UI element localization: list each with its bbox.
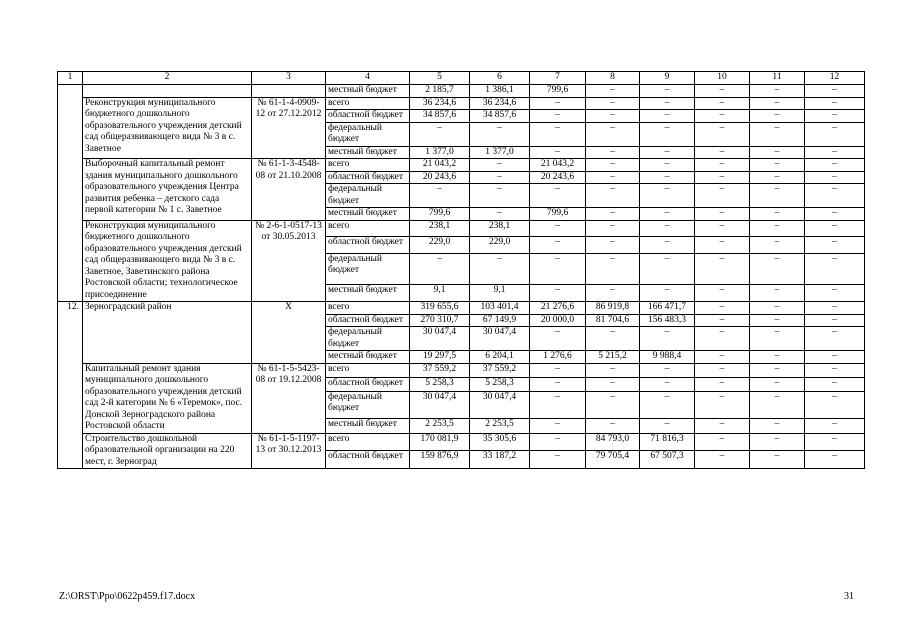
value-cell-col-5: –: [410, 253, 470, 285]
value-cell-col-8: –: [586, 327, 640, 351]
value-cell-col-7: –: [530, 146, 586, 159]
table-row: [58, 97, 865, 110]
funding-source-cell: местный бюджет: [326, 285, 410, 302]
value-cell-col-11: –: [750, 159, 805, 172]
value-cell-col-5: 20 243,6: [410, 171, 470, 184]
value-cell-col-6: 33 187,2: [470, 451, 530, 469]
value-cell-col-10: –: [695, 285, 750, 302]
value-cell-col-6: 67 149,9: [470, 314, 530, 327]
object-name-cell: [83, 85, 252, 98]
value-cell-col-12: –: [805, 208, 865, 221]
value-cell-col-10: –: [695, 122, 750, 146]
value-cell-col-12: –: [805, 85, 865, 98]
value-cell-col-10: –: [695, 171, 750, 184]
value-cell-col-7: –: [530, 285, 586, 302]
table-row: [58, 363, 865, 377]
value-cell-col-11: –: [750, 351, 805, 364]
value-cell-col-9: –: [640, 146, 695, 159]
value-cell-col-11: –: [750, 184, 805, 208]
value-cell-col-10: –: [695, 419, 750, 433]
value-cell-col-7: –: [530, 451, 586, 469]
value-cell-col-7: –: [530, 433, 586, 451]
value-cell-col-12: –: [805, 363, 865, 377]
value-cell-col-11: –: [750, 391, 805, 418]
value-cell-col-6: 30 047,4: [470, 391, 530, 418]
value-cell-col-12: –: [805, 351, 865, 364]
value-cell-col-6: 37 559,2: [470, 363, 530, 377]
value-cell-col-9: –: [640, 184, 695, 208]
value-cell-col-6: 6 204,1: [470, 351, 530, 364]
funding-source-cell: областной бюджет: [326, 314, 410, 327]
value-cell-col-11: –: [750, 314, 805, 327]
funding-source-cell: местный бюджет: [326, 85, 410, 98]
column-header-4: 4: [326, 72, 410, 85]
value-cell-col-8: –: [586, 146, 640, 159]
value-cell-col-5: 2 185,7: [410, 85, 470, 98]
object-name-cell: Выборочный капитальный ремонт здания муниципального дошкольного образовательного учреждения Центра развития ребенка – детского сада первой категории № 1 с. Заветное: [83, 159, 252, 221]
value-cell-col-10: –: [695, 391, 750, 418]
object-name-cell: Реконструкция муниципального бюджетного дошкольного образовательного учреждения детский сад общеразвивающего вида № 3 в с. Заветное, Заветинского района Ростовской области; технологическое присоединение: [83, 220, 252, 302]
value-cell-col-7: 20 243,6: [530, 171, 586, 184]
value-cell-col-5: 229,0: [410, 237, 470, 254]
value-cell-col-5: –: [410, 122, 470, 146]
value-cell-col-7: 1 276,6: [530, 351, 586, 364]
funding-source-cell: областной бюджет: [326, 451, 410, 469]
value-cell-col-9: –: [640, 253, 695, 285]
value-cell-col-5: 34 857,6: [410, 110, 470, 123]
value-cell-col-9: –: [640, 363, 695, 377]
value-cell-col-9: –: [640, 208, 695, 221]
funding-source-cell: всего: [326, 363, 410, 377]
value-cell-col-10: –: [695, 97, 750, 110]
value-cell-col-12: –: [805, 122, 865, 146]
value-cell-col-12: –: [805, 302, 865, 315]
value-cell-col-8: –: [586, 285, 640, 302]
value-cell-col-10: –: [695, 184, 750, 208]
column-header-5: 5: [410, 72, 470, 85]
district-name-cell: Зерноградский район: [83, 302, 252, 364]
funding-source-cell: федеральный бюджет: [326, 327, 410, 351]
value-cell-col-11: –: [750, 122, 805, 146]
funding-source-cell: областной бюджет: [326, 171, 410, 184]
value-cell-col-8: 84 793,0: [586, 433, 640, 451]
row-number-cell: 12.: [58, 302, 83, 469]
header-row: [58, 72, 865, 85]
value-cell-col-5: 30 047,4: [410, 327, 470, 351]
value-cell-col-10: –: [695, 85, 750, 98]
value-cell-col-6: 5 258,3: [470, 377, 530, 391]
value-cell-col-5: 36 234,6: [410, 97, 470, 110]
value-cell-col-9: –: [640, 419, 695, 433]
value-cell-col-6: 9,1: [470, 285, 530, 302]
value-cell-col-11: –: [750, 110, 805, 123]
value-cell-col-9: –: [640, 122, 695, 146]
value-cell-col-8: –: [586, 220, 640, 237]
column-header-9: 9: [640, 72, 695, 85]
funding-source-cell: местный бюджет: [326, 419, 410, 433]
value-cell-col-5: 2 253,5: [410, 419, 470, 433]
value-cell-col-7: –: [530, 110, 586, 123]
value-cell-col-11: –: [750, 171, 805, 184]
table-row: [58, 159, 865, 172]
value-cell-col-11: –: [750, 85, 805, 98]
value-cell-col-7: –: [530, 237, 586, 254]
value-cell-col-8: –: [586, 171, 640, 184]
value-cell-col-10: –: [695, 302, 750, 315]
value-cell-col-5: 170 081,9: [410, 433, 470, 451]
document-cell: № 61-1-5-1197-13 от 30.12.2013: [252, 433, 326, 469]
value-cell-col-8: –: [586, 377, 640, 391]
value-cell-col-10: –: [695, 110, 750, 123]
value-cell-col-7: 20 000,0: [530, 314, 586, 327]
value-cell-col-11: –: [750, 419, 805, 433]
value-cell-col-9: 166 471,7: [640, 302, 695, 315]
value-cell-col-11: –: [750, 302, 805, 315]
value-cell-col-9: –: [640, 97, 695, 110]
value-cell-col-6: –: [470, 208, 530, 221]
value-cell-col-6: 30 047,4: [470, 327, 530, 351]
value-cell-col-11: –: [750, 208, 805, 221]
object-name-cell: Реконструкция муниципального бюджетного дошкольного образовательного учреждения детский сад общеразвивающего вида № 3 в с. Заветное: [83, 97, 252, 159]
document-cell: № 2-6-1-0517-13 от 30.05.2013: [252, 220, 326, 302]
value-cell-col-11: –: [750, 253, 805, 285]
value-cell-col-9: –: [640, 327, 695, 351]
value-cell-col-6: 103 401,4: [470, 302, 530, 315]
value-cell-col-6: –: [470, 122, 530, 146]
funding-source-cell: областной бюджет: [326, 377, 410, 391]
table-body: [58, 72, 865, 469]
value-cell-col-8: 79 705,4: [586, 451, 640, 469]
value-cell-col-7: –: [530, 97, 586, 110]
page-number: 31: [844, 591, 854, 602]
value-cell-col-11: –: [750, 237, 805, 254]
column-header-12: 12: [805, 72, 865, 85]
value-cell-col-10: –: [695, 159, 750, 172]
value-cell-col-12: –: [805, 184, 865, 208]
funding-source-cell: местный бюджет: [326, 351, 410, 364]
value-cell-col-9: –: [640, 171, 695, 184]
value-cell-col-5: 21 043,2: [410, 159, 470, 172]
value-cell-col-12: –: [805, 285, 865, 302]
value-cell-col-12: –: [805, 451, 865, 469]
value-cell-col-10: –: [695, 451, 750, 469]
value-cell-col-12: –: [805, 314, 865, 327]
value-cell-col-5: 37 559,2: [410, 363, 470, 377]
value-cell-col-11: –: [750, 327, 805, 351]
value-cell-col-7: 21 043,2: [530, 159, 586, 172]
funding-source-cell: федеральный бюджет: [326, 253, 410, 285]
value-cell-col-7: –: [530, 377, 586, 391]
value-cell-col-9: –: [640, 237, 695, 254]
value-cell-col-9: 9 988,4: [640, 351, 695, 364]
value-cell-col-11: –: [750, 97, 805, 110]
funding-source-cell: областной бюджет: [326, 237, 410, 254]
document-cell: № 61-1-5-5423-08 от 19.12.2008: [252, 363, 326, 433]
table-row: [58, 85, 865, 98]
column-header-2: 2: [83, 72, 252, 85]
value-cell-col-7: –: [530, 327, 586, 351]
column-header-10: 10: [695, 72, 750, 85]
value-cell-col-7: –: [530, 363, 586, 377]
value-cell-col-10: –: [695, 327, 750, 351]
value-cell-col-10: –: [695, 351, 750, 364]
value-cell-col-9: –: [640, 110, 695, 123]
funding-source-cell: всего: [326, 97, 410, 110]
value-cell-col-7: –: [530, 184, 586, 208]
value-cell-col-7: –: [530, 391, 586, 418]
value-cell-col-10: –: [695, 314, 750, 327]
value-cell-col-10: –: [695, 237, 750, 254]
column-header-1: 1: [58, 72, 83, 85]
value-cell-col-9: –: [640, 391, 695, 418]
value-cell-col-8: –: [586, 122, 640, 146]
row-number-cell: [58, 85, 83, 302]
value-cell-col-9: –: [640, 285, 695, 302]
value-cell-col-5: 5 258,3: [410, 377, 470, 391]
value-cell-col-6: 238,1: [470, 220, 530, 237]
value-cell-col-10: –: [695, 208, 750, 221]
object-name-cell: Строительство дошкольной образовательной организации на 220 мест, г. Зерноград: [83, 433, 252, 469]
document-cell: № 61-1-3-4548-08 от 21.10.2008: [252, 159, 326, 221]
footer-file-path: Z:\ORST\Ppo\0622p459.f17.docx: [59, 591, 196, 602]
funding-source-cell: всего: [326, 220, 410, 237]
value-cell-col-5: 30 047,4: [410, 391, 470, 418]
value-cell-col-8: –: [586, 253, 640, 285]
value-cell-col-7: –: [530, 122, 586, 146]
value-cell-col-6: –: [470, 253, 530, 285]
value-cell-col-12: –: [805, 171, 865, 184]
funding-source-cell: всего: [326, 159, 410, 172]
value-cell-col-5: 319 655,6: [410, 302, 470, 315]
value-cell-col-8: –: [586, 97, 640, 110]
value-cell-col-8: 81 704,6: [586, 314, 640, 327]
value-cell-col-8: 86 919,8: [586, 302, 640, 315]
value-cell-col-8: –: [586, 159, 640, 172]
value-cell-col-10: –: [695, 363, 750, 377]
column-header-6: 6: [470, 72, 530, 85]
value-cell-col-6: –: [470, 159, 530, 172]
funding-source-cell: всего: [326, 302, 410, 315]
value-cell-col-7: 21 276,6: [530, 302, 586, 315]
funding-source-cell: федеральный бюджет: [326, 184, 410, 208]
value-cell-col-12: –: [805, 419, 865, 433]
value-cell-col-5: 799,6: [410, 208, 470, 221]
value-cell-col-11: –: [750, 285, 805, 302]
budget-table: [57, 71, 865, 469]
value-cell-col-6: 2 253,5: [470, 419, 530, 433]
value-cell-col-5: 270 310,7: [410, 314, 470, 327]
object-name-cell: Капитальный ремонт здания муниципального дошкольного образовательного учреждения детский сад 2-й категории № 6 «Теремок», пос. Донской Зерноградского района Ростовской области: [83, 363, 252, 433]
value-cell-col-6: –: [470, 184, 530, 208]
value-cell-col-11: –: [750, 363, 805, 377]
value-cell-col-10: –: [695, 220, 750, 237]
value-cell-col-9: –: [640, 85, 695, 98]
value-cell-col-8: –: [586, 208, 640, 221]
value-cell-col-7: –: [530, 253, 586, 285]
funding-source-cell: областной бюджет: [326, 110, 410, 123]
table-row: [58, 220, 865, 237]
value-cell-col-6: 229,0: [470, 237, 530, 254]
value-cell-col-11: –: [750, 146, 805, 159]
value-cell-col-7: –: [530, 419, 586, 433]
table-row: [58, 302, 865, 315]
value-cell-col-10: –: [695, 146, 750, 159]
funding-source-cell: всего: [326, 433, 410, 451]
value-cell-col-9: 156 483,3: [640, 314, 695, 327]
value-cell-col-6: –: [470, 171, 530, 184]
value-cell-col-10: –: [695, 253, 750, 285]
value-cell-col-11: –: [750, 451, 805, 469]
value-cell-col-9: 71 816,3: [640, 433, 695, 451]
value-cell-col-8: –: [586, 184, 640, 208]
value-cell-col-6: 1 386,1: [470, 85, 530, 98]
value-cell-col-11: –: [750, 433, 805, 451]
value-cell-col-12: –: [805, 327, 865, 351]
document-cell: Х: [252, 302, 326, 364]
value-cell-col-8: –: [586, 419, 640, 433]
value-cell-col-5: 9,1: [410, 285, 470, 302]
value-cell-col-6: 34 857,6: [470, 110, 530, 123]
column-header-7: 7: [530, 72, 586, 85]
value-cell-col-6: 35 305,6: [470, 433, 530, 451]
value-cell-col-8: –: [586, 85, 640, 98]
value-cell-col-9: –: [640, 220, 695, 237]
value-cell-col-5: 1 377,0: [410, 146, 470, 159]
value-cell-col-12: –: [805, 110, 865, 123]
funding-source-cell: федеральный бюджет: [326, 391, 410, 418]
value-cell-col-8: –: [586, 391, 640, 418]
value-cell-col-7: 799,6: [530, 208, 586, 221]
value-cell-col-12: –: [805, 433, 865, 451]
value-cell-col-6: 1 377,0: [470, 146, 530, 159]
value-cell-col-11: –: [750, 377, 805, 391]
value-cell-col-5: 19 297,5: [410, 351, 470, 364]
value-cell-col-6: 36 234,6: [470, 97, 530, 110]
value-cell-col-5: 238,1: [410, 220, 470, 237]
document-cell: № 61-1-4-0909-12 от 27.12.2012: [252, 97, 326, 159]
column-header-3: 3: [252, 72, 326, 85]
document-cell: [252, 85, 326, 98]
funding-source-cell: местный бюджет: [326, 208, 410, 221]
funding-source-cell: федеральный бюджет: [326, 122, 410, 146]
value-cell-col-12: –: [805, 146, 865, 159]
value-cell-col-9: –: [640, 377, 695, 391]
value-cell-col-8: –: [586, 363, 640, 377]
value-cell-col-10: –: [695, 377, 750, 391]
value-cell-col-12: –: [805, 391, 865, 418]
value-cell-col-8: –: [586, 237, 640, 254]
value-cell-col-11: –: [750, 220, 805, 237]
value-cell-col-12: –: [805, 220, 865, 237]
value-cell-col-9: –: [640, 159, 695, 172]
value-cell-col-7: –: [530, 220, 586, 237]
table-row: [58, 433, 865, 451]
value-cell-col-9: 67 507,3: [640, 451, 695, 469]
value-cell-col-5: 159 876,9: [410, 451, 470, 469]
value-cell-col-12: –: [805, 159, 865, 172]
value-cell-col-10: –: [695, 433, 750, 451]
value-cell-col-5: –: [410, 184, 470, 208]
value-cell-col-8: 5 215,2: [586, 351, 640, 364]
value-cell-col-12: –: [805, 97, 865, 110]
value-cell-col-12: –: [805, 253, 865, 285]
funding-source-cell: местный бюджет: [326, 146, 410, 159]
value-cell-col-7: 799,6: [530, 85, 586, 98]
column-header-11: 11: [750, 72, 805, 85]
value-cell-col-12: –: [805, 377, 865, 391]
column-header-8: 8: [586, 72, 640, 85]
value-cell-col-8: –: [586, 110, 640, 123]
value-cell-col-12: –: [805, 237, 865, 254]
